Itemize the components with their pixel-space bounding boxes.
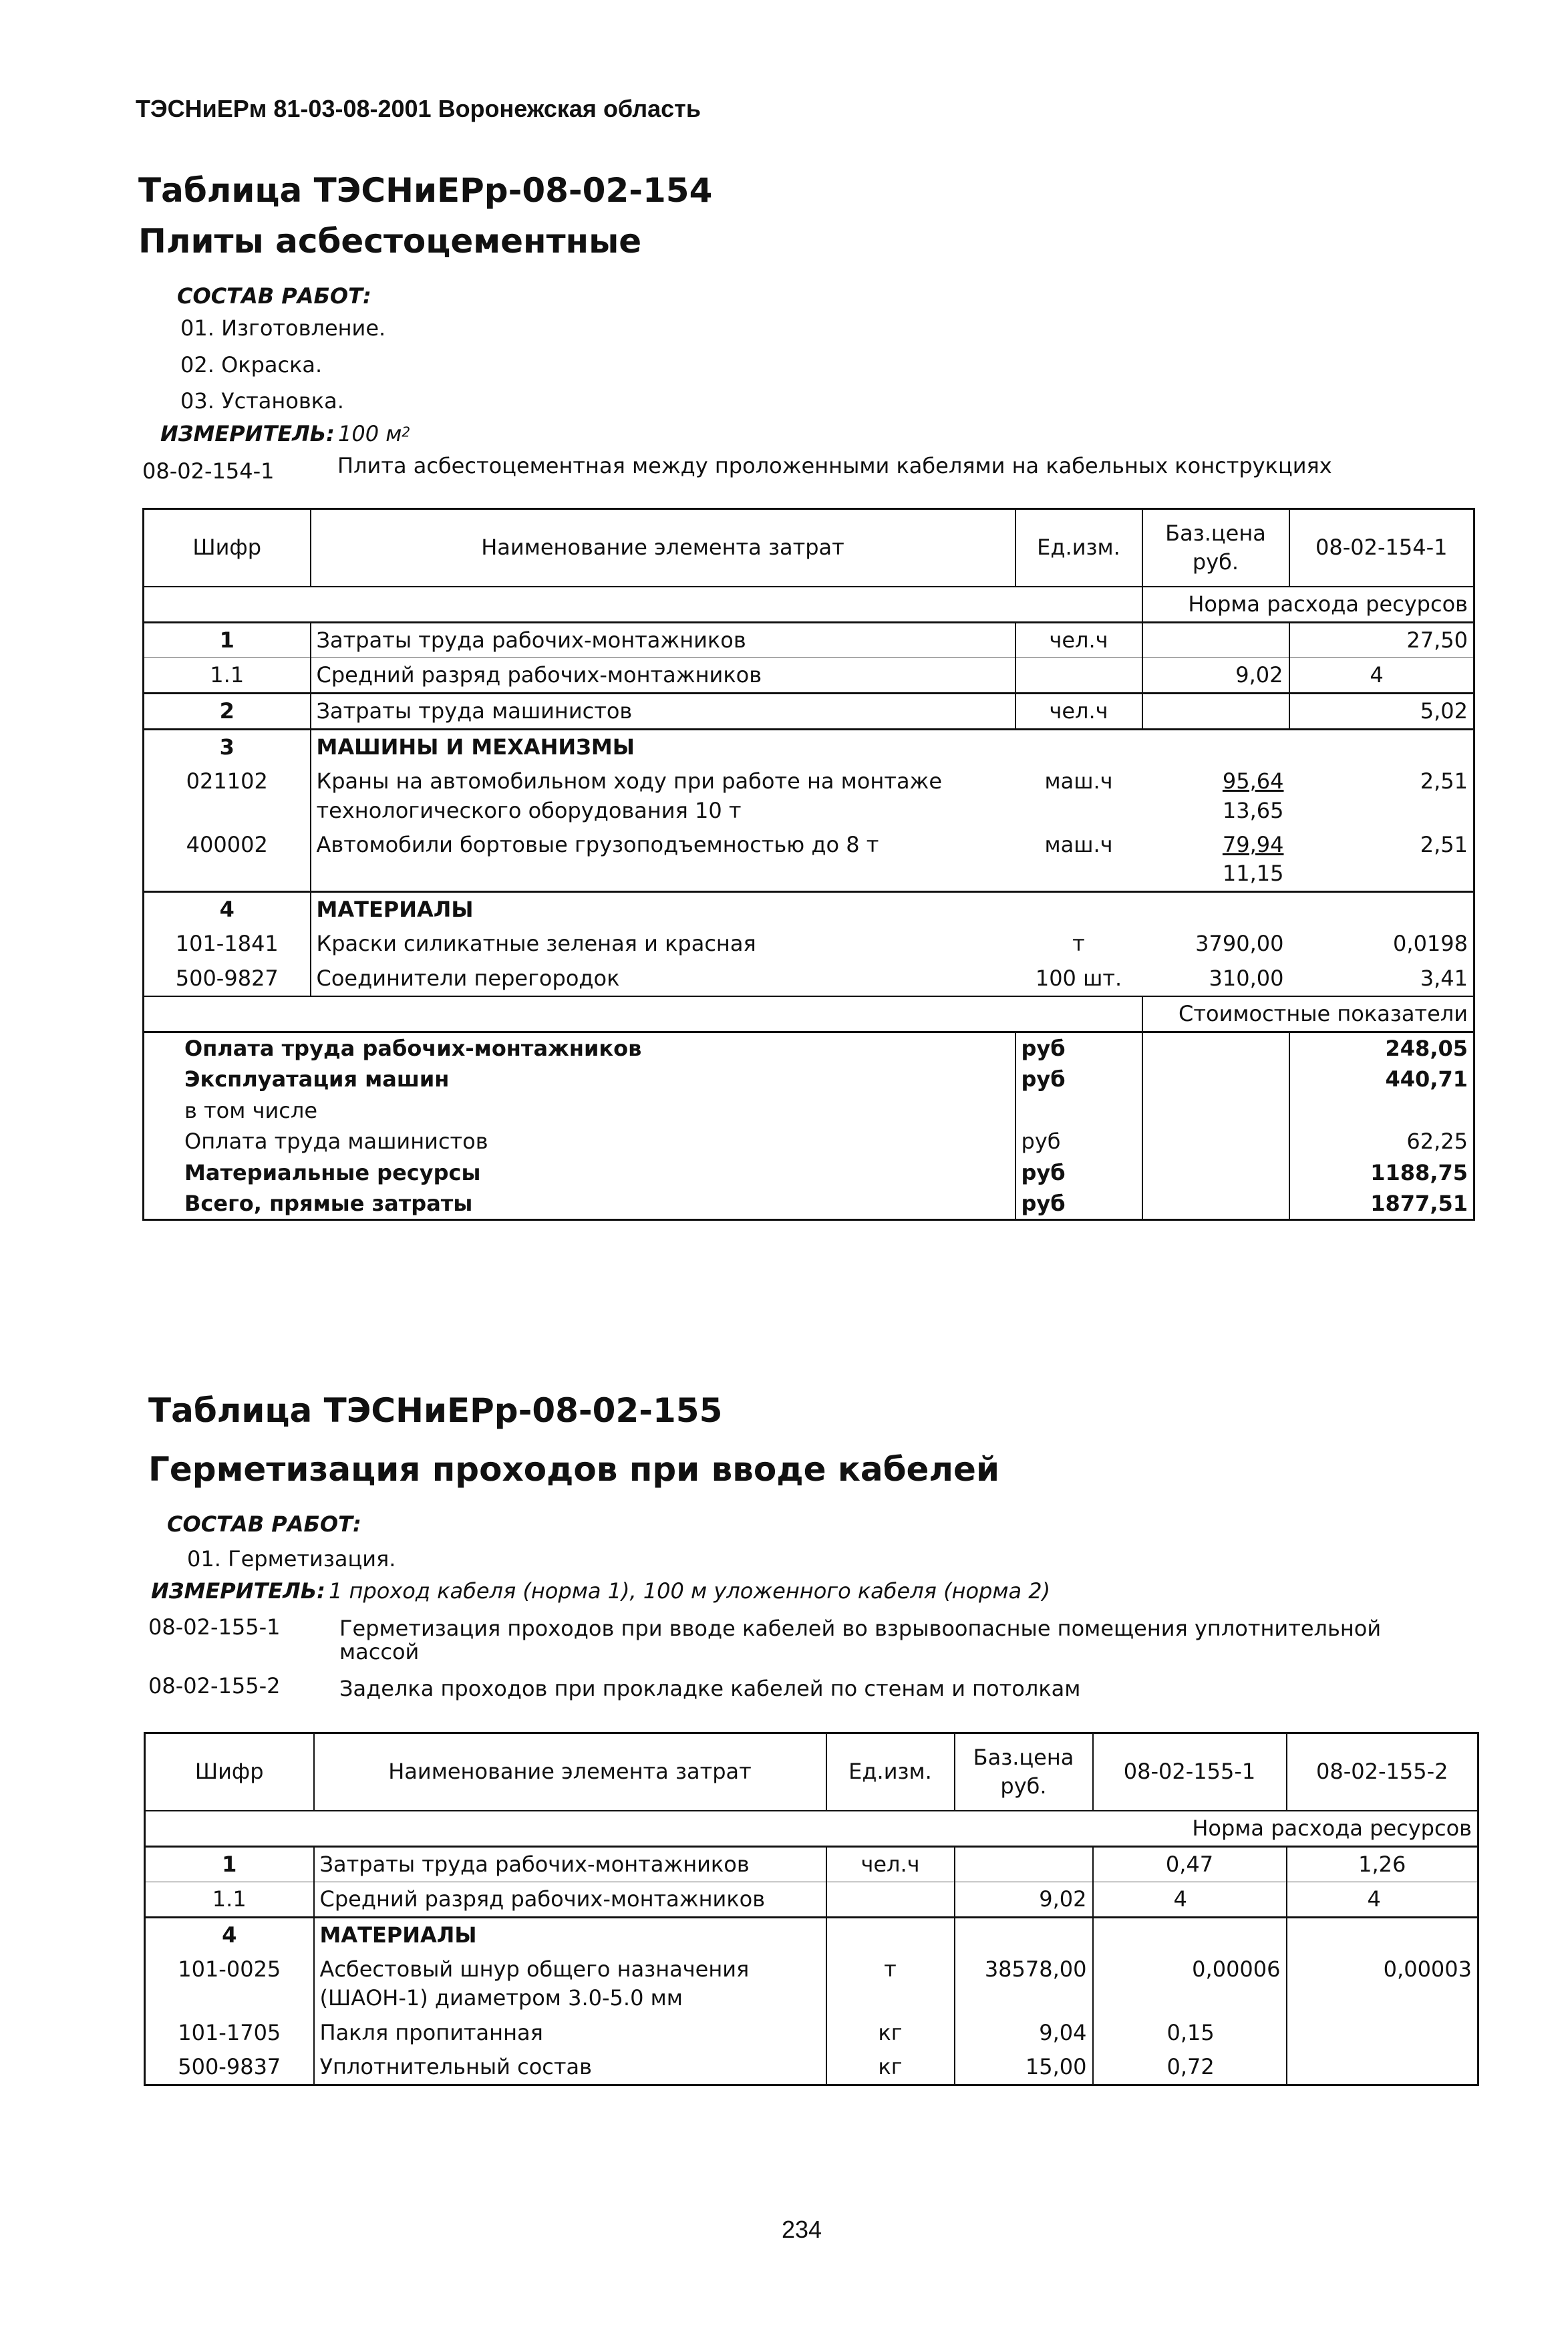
row-code: 1.1 [145,1882,314,1917]
table2-works-label: СОСТАВ РАБОТ: [167,1511,361,1537]
table1-norm-text: Плита асбестоцементная между проложенными кабелями на кабельных конструкциях [337,453,1332,478]
row-name: Автомобили бортовые грузоподъемностью до 8 т [311,828,1015,892]
table2-meter [151,1578,1050,1604]
row-code: 4 [144,892,311,927]
row-value-1: 4 [1093,1882,1287,1917]
table2-meter-label: ИЗМЕРИТЕЛЬ: [151,1578,325,1604]
header-price: Баз.цена руб. [955,1733,1093,1811]
row-unit: маш.ч [1044,831,1113,857]
row-value-2 [1287,2050,1478,2085]
price-base: 79,94 [1222,831,1284,857]
row-value: 2,51 [1289,764,1474,827]
section-row [145,1918,1478,1953]
cost-row [144,1126,1474,1157]
row-name: Средний разряд рабочих-монтажников [311,657,1015,693]
section-row [144,892,1474,927]
row-name: МАТЕРИАЛЫ [311,892,1015,927]
table-row [144,622,1474,657]
table1-title: Таблица ТЭСНиЕРр-08-02-154 [138,171,713,210]
row-name: Затраты труда рабочих-монтажников [311,622,1015,657]
cost-row [144,1157,1474,1188]
table1-work-item: 03. Установка. [180,388,344,414]
table-row [145,1952,1478,2015]
table-row [145,1846,1478,1882]
table2 [144,1732,1479,2086]
cost-name: Материальные ресурсы [144,1157,1015,1188]
row-value: 5,02 [1289,694,1474,730]
row-name: Асбестовый шнур общего назначения (ШАОН-1) диаметром 3.0-5.0 мм [314,1952,826,2015]
row-code: 400002 [144,828,311,892]
row-value-2: 4 [1287,1882,1478,1917]
row-name: Пакля пропитанная [314,2016,826,2050]
table1-meter [160,421,410,446]
row-name: МАШИНЫ И МЕХАНИЗМЫ [311,730,1015,765]
table2-norm-text: Заделка проходов при прокладке кабелей по стенам и потолкам [339,1676,1081,1701]
table-row [145,2050,1478,2085]
row-price [1142,764,1289,827]
cost-row [144,1095,1474,1126]
table2-norm-code: 08-02-155-1 [148,1614,281,1640]
row-value-2: 1,26 [1287,1846,1478,1882]
row-unit: кг [826,2050,955,2085]
row-code: 101-1705 [145,2016,314,2050]
norm-caption: Норма расхода ресурсов [1142,587,1474,623]
price-wage: 13,65 [1222,797,1284,823]
cost-name: Всего, прямые затраты [144,1188,1015,1220]
row-code: 2 [144,694,311,730]
table1-subtitle: Плиты асбестоцементные [138,222,642,261]
table2-meter-value: 1 проход кабеля (норма 1), 100 м уложенного кабеля (норма 2) [329,1578,1051,1604]
norm-caption-row [144,587,1474,623]
cost-row [144,1188,1474,1220]
cost-name: Оплата труда рабочих-монтажников [144,1032,1015,1064]
row-unit: чел.ч [826,1846,955,1882]
table-row [144,694,1474,730]
cost-value: 62,25 [1289,1126,1474,1157]
row-name: Уплотнительный состав [314,2050,826,2085]
price-wage: 11,15 [1222,861,1284,886]
row-code: 1.1 [144,657,311,693]
row-price [1142,828,1289,892]
row-code: 1 [145,1846,314,1882]
table2-norm-code: 08-02-155-2 [148,1673,281,1699]
cost-unit: руб [1015,1032,1142,1064]
table1-meter-sup: 2 [402,424,411,440]
row-price: 3790,00 [1195,931,1284,957]
cost-row [144,1032,1474,1064]
cost-name: Эксплуатация машин [144,1064,1015,1094]
row-name: Средний разряд рабочих-монтажников [314,1882,826,1917]
table-row [145,1882,1478,1917]
cost-value: 248,05 [1289,1032,1474,1064]
cost-row [144,1064,1474,1094]
header-norm-col: 08-02-155-2 [1287,1733,1478,1811]
table2-subtitle: Герметизация проходов при вводе кабелей [148,1450,999,1489]
row-price [1142,622,1289,657]
cost-unit: руб [1015,1126,1142,1157]
row-name: Краски силикатные зеленая и красная [311,927,1015,961]
row-unit: маш.ч [1044,768,1113,794]
norm-caption-row [145,1811,1478,1847]
table1-work-item: 01. Изготовление. [180,315,386,341]
table2-work-item: 01. Герметизация. [187,1546,396,1572]
table2-norm-text: Герметизация проходов при вводе кабелей во взрывоопасные помещения уплотнительной массой [339,1616,1382,1665]
table1 [142,508,1475,1221]
cost-unit: руб [1015,1064,1142,1094]
table2-title: Таблица ТЭСНиЕРр-08-02-155 [148,1391,723,1430]
row-code: 101-0025 [145,1952,314,2015]
header-name: Наименование элемента затрат [314,1733,826,1811]
table-row [144,764,1474,827]
cost-name: в том числе [144,1095,1015,1126]
cost-value: 440,71 [1289,1064,1474,1094]
table1-works-label: СОСТАВ РАБОТ: [177,283,371,309]
table-header-row [144,509,1474,587]
section-row [144,730,1474,765]
row-unit: т [826,1952,955,2015]
header-unit: Ед.изм. [826,1733,955,1811]
table-header-row [145,1733,1478,1811]
row-code: 500-9837 [145,2050,314,2085]
row-price: 38578,00 [955,1952,1093,2015]
row-code: 3 [144,730,311,765]
row-name: Затраты труда машинистов [311,694,1015,730]
row-unit: 100 шт. [1035,965,1122,991]
row-value: 27,50 [1289,622,1474,657]
row-value: 2,51 [1289,828,1474,892]
header-price: Баз.цена руб. [1142,509,1289,587]
header-norm-col: 08-02-155-1 [1093,1733,1287,1811]
row-price: 9,02 [955,1882,1093,1917]
row-unit [1015,657,1142,693]
row-unit: чел.ч [1015,694,1142,730]
header-norm-col: 08-02-154-1 [1289,509,1474,587]
header-unit: Ед.изм. [1015,509,1142,587]
cost-name: Оплата труда машинистов [144,1126,1015,1157]
row-code: 021102 [144,764,311,827]
row-value-1: 0,15 [1093,2016,1287,2050]
row-value: 0,0198 [1289,927,1474,961]
row-unit: кг [826,2016,955,2050]
running-header: ТЭСНиЕРм 81-03-08-2001 Воронежская область [136,95,701,122]
table1-meter-label: ИЗМЕРИТЕЛЬ: [160,421,335,446]
row-code: 4 [145,1918,314,1953]
row-name: Соединители перегородок [311,962,1015,996]
table-row [145,2016,1478,2050]
row-code: 1 [144,622,311,657]
cost-unit: руб [1015,1157,1142,1188]
row-value-1: 0,00006 [1093,1952,1287,2015]
row-price: 310,00 [1209,965,1284,991]
cost-unit: руб [1015,1188,1142,1220]
cost-caption-row [144,996,1474,1032]
table-row [144,962,1474,996]
table1-meter-value: 100 м [338,421,402,446]
table1-norm-code: 08-02-154-1 [142,458,275,484]
row-price: 9,04 [955,2016,1093,2050]
price-base: 95,64 [1222,768,1284,794]
row-name: Краны на автомобильном ходу при работе на монтаже технологического оборудования 10 т [311,764,1015,827]
row-value-1: 0,72 [1093,2050,1287,2085]
row-value-1: 0,47 [1093,1846,1287,1882]
row-value-2: 0,00003 [1287,1952,1478,2015]
table-row [144,828,1474,892]
cost-caption: Стоимостные показатели [1142,996,1474,1032]
row-value: 4 [1289,657,1474,693]
row-code: 500-9827 [144,962,311,996]
header-name: Наименование элемента затрат [311,509,1015,587]
row-code: 101-1841 [144,927,311,961]
row-price: 9,02 [1142,657,1289,693]
table1-work-item: 02. Окраска. [180,352,323,378]
row-name: МАТЕРИАЛЫ [314,1918,826,1953]
row-value: 3,41 [1289,962,1474,996]
header-code: Шифр [144,509,311,587]
header-code: Шифр [145,1733,314,1811]
row-name: Затраты труда рабочих-монтажников [314,1846,826,1882]
page-number: 234 [782,2216,822,2243]
row-unit: чел.ч [1015,622,1142,657]
cost-value: 1877,51 [1289,1188,1474,1220]
row-price: 15,00 [955,2050,1093,2085]
table-row [144,927,1474,961]
norm-caption: Норма расхода ресурсов [1093,1811,1478,1847]
row-unit: т [1072,931,1085,957]
cost-value: 1188,75 [1289,1157,1474,1188]
row-value-2 [1287,2016,1478,2050]
table-row [144,657,1474,693]
